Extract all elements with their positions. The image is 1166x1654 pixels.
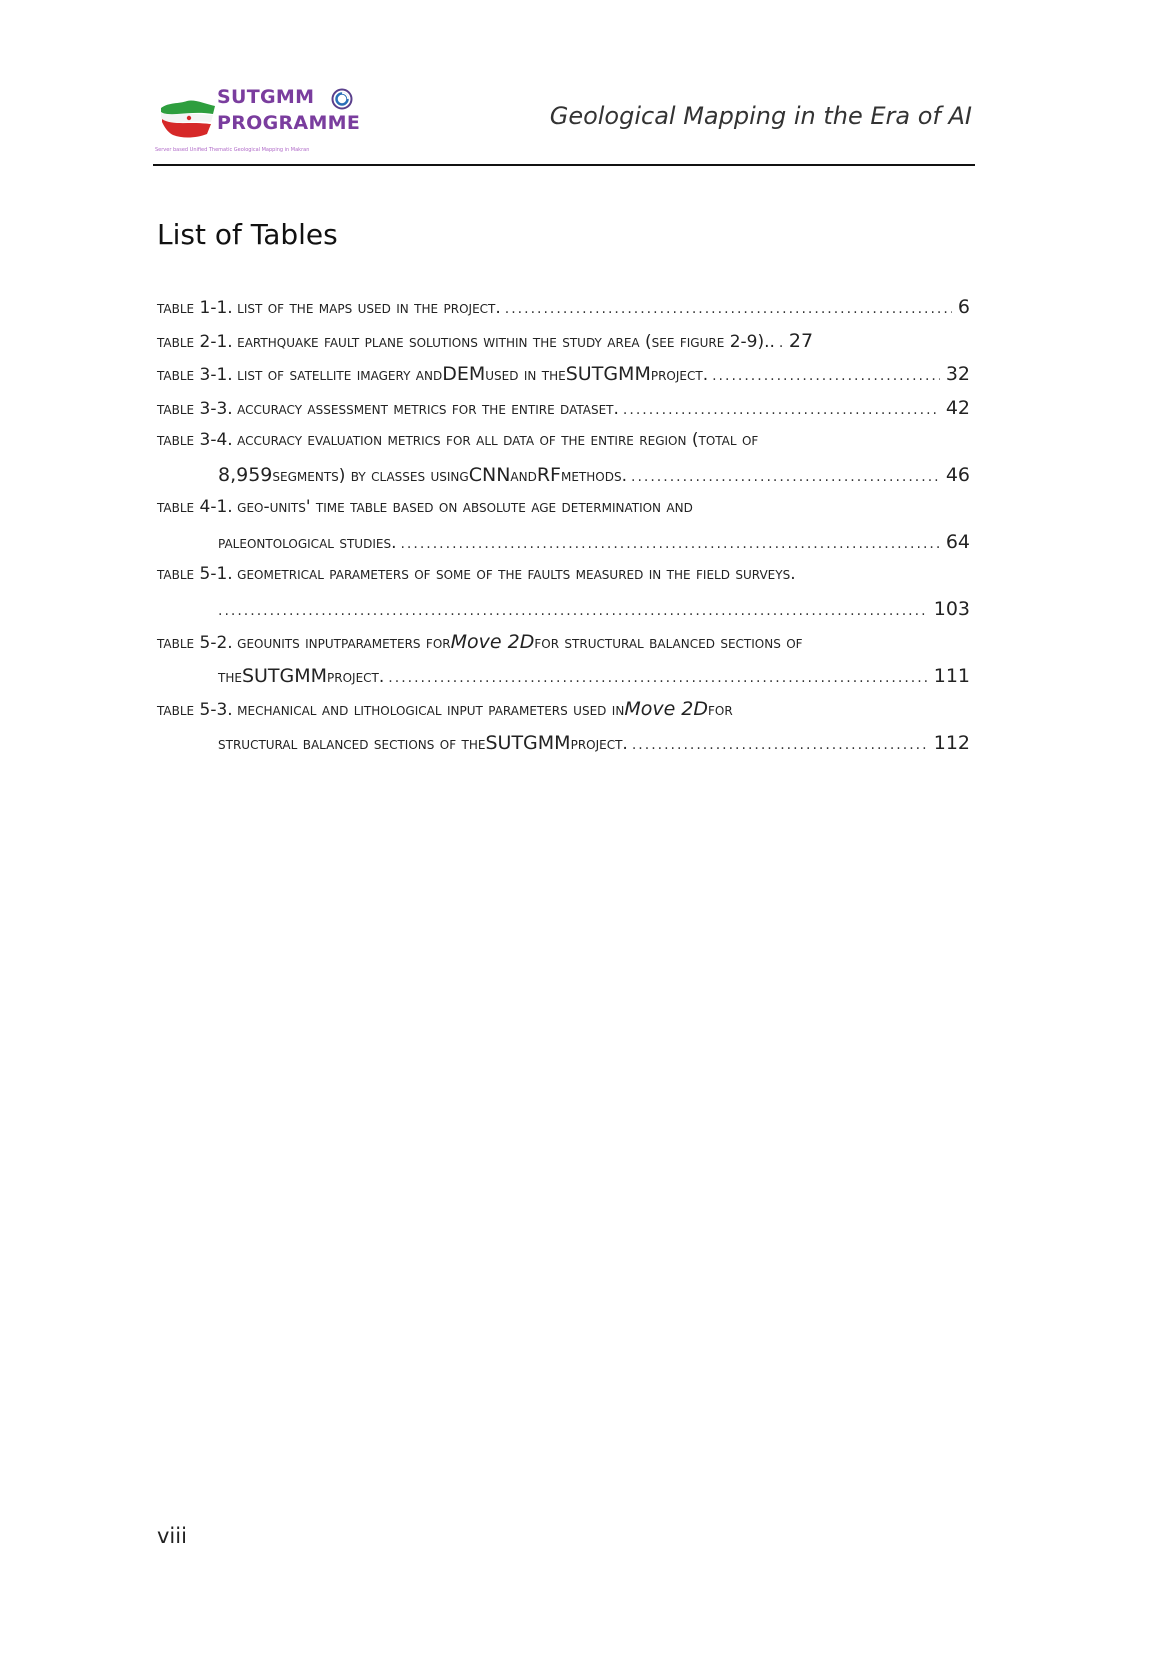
toc-entry-table-5-1-continued[interactable] — [157, 598, 970, 632]
toc-page-number: 42 — [945, 396, 970, 419]
toc-label: table 2-1. — [157, 331, 233, 352]
toc-entry-table-5-2[interactable] — [157, 631, 970, 665]
toc-page-number: 46 — [945, 463, 970, 486]
toc-leader — [400, 536, 939, 552]
toc-entry-table-5-2-continued[interactable] — [157, 665, 970, 699]
toc-text: Move 2D — [624, 698, 709, 720]
toc-page-number: 64 — [945, 530, 970, 553]
toc-text: project. — [327, 666, 385, 687]
toc-page-number: 32 — [945, 363, 970, 385]
page-number: viii — [157, 1524, 187, 1548]
toc-entry-table-5-3-continued[interactable] — [157, 732, 970, 766]
toc-text: accuracy evaluation metrics for all data of the entire region (total of — [237, 430, 759, 450]
toc-label: table 3-3. — [157, 398, 233, 419]
toc-entry-table-2-1[interactable] — [157, 330, 970, 364]
toc-label: table 4-1. — [157, 497, 233, 517]
toc-entry-table-3-3[interactable] — [157, 397, 970, 431]
toc-entry-table-3-4[interactable] — [157, 430, 970, 464]
toc-label: table 5-1. — [157, 564, 233, 584]
toc-entry-table-3-4-continued[interactable] — [157, 464, 970, 498]
toc-text: for — [708, 700, 733, 720]
toc-text: used in the — [485, 365, 566, 385]
toc-leader — [505, 301, 952, 317]
toc-text: accuracy assessment metrics for the entire dataset. — [237, 398, 619, 419]
toc-text: SUTGMM — [565, 363, 651, 385]
page-title: List of Tables — [157, 218, 338, 251]
iran-map-flag-icon — [159, 98, 217, 140]
logo-line-1: SUTGMM — [217, 86, 315, 108]
toc-text: Move 2D — [450, 631, 535, 653]
toc-label: table 3-1. — [157, 365, 233, 385]
header-divider — [153, 164, 975, 166]
toc-text: geo-units' time table based on absolute age determination and — [237, 497, 693, 517]
toc-page-number: 112 — [933, 731, 970, 754]
toc-leader — [632, 737, 928, 753]
toc-leader — [218, 603, 928, 619]
toc-label: table 5-2. — [157, 633, 233, 653]
toc-text: and — [510, 465, 537, 486]
toc-leader — [779, 335, 783, 351]
toc-label: table 3-4. — [157, 430, 233, 450]
header-title: Geological Mapping in the Era of AI — [549, 102, 972, 130]
toc-text: project. — [650, 365, 709, 385]
toc-label: table 1-1. — [157, 298, 233, 318]
toc-text: mechanical and lithological input parameters used in — [237, 700, 625, 720]
toc-page-number: 27 — [788, 329, 814, 352]
toc-text: 8,959 — [218, 463, 273, 486]
toc-entry-table-4-1[interactable] — [157, 497, 970, 531]
toc-leader — [631, 469, 940, 485]
toc-text: the — [218, 666, 242, 687]
toc-page-number: 6 — [957, 296, 970, 318]
toc-text: methods. — [561, 465, 627, 486]
toc-text: SUTGMM — [485, 731, 571, 754]
toc-entry-table-5-1[interactable] — [157, 564, 970, 598]
toc-text: earthquake fault plane solutions within the study area (see figure 2-9).. — [237, 331, 775, 352]
sutgmm-logo — [153, 84, 361, 159]
logo-tagline: Server based Unified Thematic Geological Mapping in Makran — [155, 147, 310, 153]
toc-leader — [712, 368, 940, 384]
toc-text: segments) by classes using — [272, 465, 469, 486]
toc-entry-table-1-1[interactable] — [157, 296, 970, 330]
toc-text: SUTGMM — [241, 664, 328, 687]
toc-text: list of satellite imagery and — [237, 365, 443, 385]
toc-text: for structural balanced sections of — [534, 633, 803, 653]
toc-text: CNN — [468, 463, 511, 486]
toc-text: paleontological studies. — [218, 532, 397, 553]
page-header — [153, 80, 975, 166]
toc-text: DEM — [442, 363, 486, 385]
toc-text: structural balanced sections of the — [218, 733, 486, 754]
logo-line-2: PROGRAMME — [217, 112, 361, 134]
toc-text: geometrical parameters of some of the faults measured in the field surveys. — [237, 564, 796, 584]
toc-label: table 5-3. — [157, 700, 233, 720]
toc-text: list of the maps used in the project. — [237, 298, 501, 318]
emblem-icon — [331, 88, 353, 110]
toc-entry-table-5-3[interactable] — [157, 698, 970, 732]
toc-page-number: 111 — [933, 664, 970, 687]
toc-entry-table-3-1[interactable] — [157, 363, 970, 397]
toc-text: RF — [536, 463, 561, 486]
toc-text: geounits inputparameters for — [237, 633, 451, 653]
toc-leader — [388, 670, 927, 686]
toc-text: project. — [570, 733, 628, 754]
toc-leader — [623, 402, 940, 418]
toc-page-number: 103 — [933, 597, 970, 620]
list-of-tables — [157, 296, 970, 765]
toc-entry-table-4-1-continued[interactable] — [157, 531, 970, 565]
